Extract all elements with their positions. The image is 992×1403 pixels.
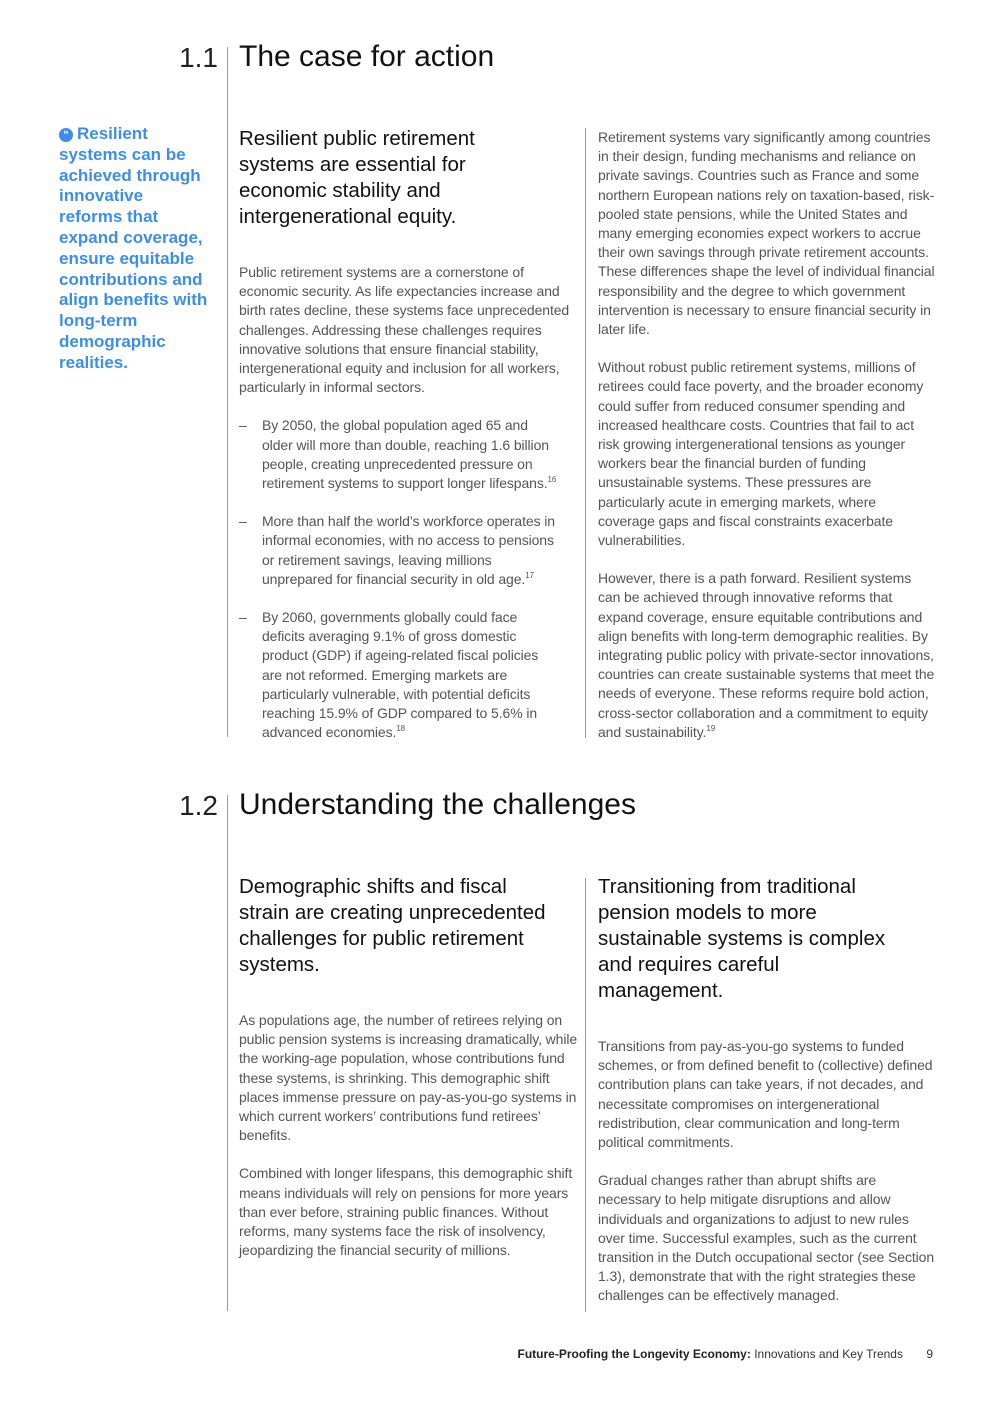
pull-quote: [59, 124, 209, 374]
section-number: 1.1: [179, 42, 218, 73]
footnote-ref: 18: [396, 724, 406, 734]
section-divider: [227, 47, 228, 737]
column-divider: [585, 128, 586, 738]
footnote-ref: 17: [525, 570, 534, 580]
lead-paragraph: Demographic shifts and fiscal strain are creating unprecedented challenges for public retirement systems.: [239, 875, 546, 976]
left-column: [239, 874, 579, 1279]
section-divider: [227, 795, 228, 1311]
body-paragraph: Gradual changes rather than abrupt shifts are necessary to help mitigate disruptions and allow individuals and organizations to adjust to new rules over time. Successful examples, such as the current transition in the Dutch occupational sector (see Section 1.3), demonstrate that with the right strategies these challenges can be effectively managed.: [598, 1172, 935, 1304]
pull-quote-text: Resilient systems can be achieved through innovative reforms that expand coverage, ensure equitable contributions and align benefits with long-term demographic realities.: [59, 124, 208, 372]
footnote-ref: 16: [547, 475, 557, 485]
lead-paragraph: Transitioning from traditional pension models to more sustainable systems is complex and requires careful management.: [598, 875, 886, 1002]
footnote-ref: 19: [706, 723, 716, 733]
right-column: [598, 128, 936, 761]
section-number: 1.2: [179, 790, 218, 821]
page-number: 9: [926, 1347, 933, 1361]
report-subtitle: Innovations and Key Trends: [754, 1347, 903, 1361]
right-column: [598, 874, 938, 1325]
left-column: [239, 126, 579, 761]
column-divider: [585, 878, 586, 1312]
section-title: Understanding the challenges: [239, 788, 636, 821]
body-paragraph: Transitions from pay-as-you-go systems to funded schemes, or from defined benefit to (collective) defined contribution plans can take years, if not decades, and necessitate compromises on intergenerational redistribution, clear communication and long-term political commitments.: [598, 1038, 933, 1151]
bullet-list: [239, 416, 557, 742]
quote-icon: “: [59, 128, 73, 142]
list-item: – More than half the world’s workforce operates in informal economies, with no access to pensions or retirement savings, leaving millions unprepared for financial security in old age.$^{17}$: [239, 513, 555, 587]
report-title: Future-Proofing the Longevity Economy:: [517, 1347, 751, 1361]
body-paragraph: Without robust public retirement systems, millions of retirees could face poverty, and the broader economy could suffer from reduced consumer spending and increased healthcare costs. Countries that fail to act risk growing intergenerational tensions as younger workers bear the financial burden of funding unsustainable systems. These pressures are particularly acute in emerging markets, where coverage gaps and fiscal constraints exacerbate vulnerabilities.: [598, 359, 924, 549]
body-text: [598, 1037, 938, 1306]
page-footer: [518, 1347, 933, 1361]
body-text: [239, 1011, 579, 1260]
intro-paragraph: Public retirement systems are a cornerstone of economic security. As life expectancies increase and birth rates decline, these systems face unprecedented challenges. Addressing these challenges requires innovative solutions that ensure financial stability, intergenerational equity and inclusion for all workers, particularly in informal sectors.: [239, 264, 570, 396]
section-title: The case for action: [239, 40, 495, 73]
list-item: – By 2060, governments globally could face deficits averaging 9.1% of gross domestic product (GDP) if ageing-related fiscal policies are not reformed. Emerging markets are particularly vulnerable, with potential deficits reaching 15.9% of GDP compared to 5.6% in advanced economies.$^{18}$: [239, 609, 539, 741]
body-text: [239, 263, 579, 742]
lead-paragraph: Resilient public retirement systems are essential for economic stability and intergenerational equity.: [239, 127, 475, 228]
body-paragraph: Combined with longer lifespans, this demographic shift means individuals will rely on pensions for more years than ever before, straining public finances. Without reforms, many systems face the risk of insolvency, jeopardizing the financial security of millions.: [239, 1165, 573, 1259]
body-paragraph: As populations age, the number of retirees relying on public pension systems is increasing dramatically, while the working-age population, whose contributions fund these systems, is shrinking. This demographic shift places immense pressure on pay-as-you-go systems in which current workers’ contributions fund retirees’ benefits.: [239, 1012, 578, 1144]
body-paragraph: Retirement systems vary significantly among countries in their design, funding mechanisms and reliance on private savings. Countries such as France and some northern European nations rely on taxation-based, risk-pooled state pensions, while the United States and many emerging economies expect workers to accrue their own savings through private retirement accounts. These differences shape the level of individual financial responsibility and the degree to which government intervention is necessary to ensure financial security in later life.: [598, 129, 935, 338]
list-item: – By 2050, the global population aged 65 and older will more than double, reaching 1.6 billion people, creating unprecedented pressure on retirement systems to support longer lifespans.$^{16}$: [239, 417, 557, 492]
body-paragraph: However, there is a path forward. Resilient systems can be achieved through innovative reforms that expand coverage, ensure equitable contributions and align benefits with long-term demographic realities. By integrating public policy with private-sector innovations, countries can create sustainable systems that meet the needs of everyone. These reforms require bold action, cross-sector collaboration and a commitment to equity and sustainability.$^{19}$: [598, 570, 935, 740]
